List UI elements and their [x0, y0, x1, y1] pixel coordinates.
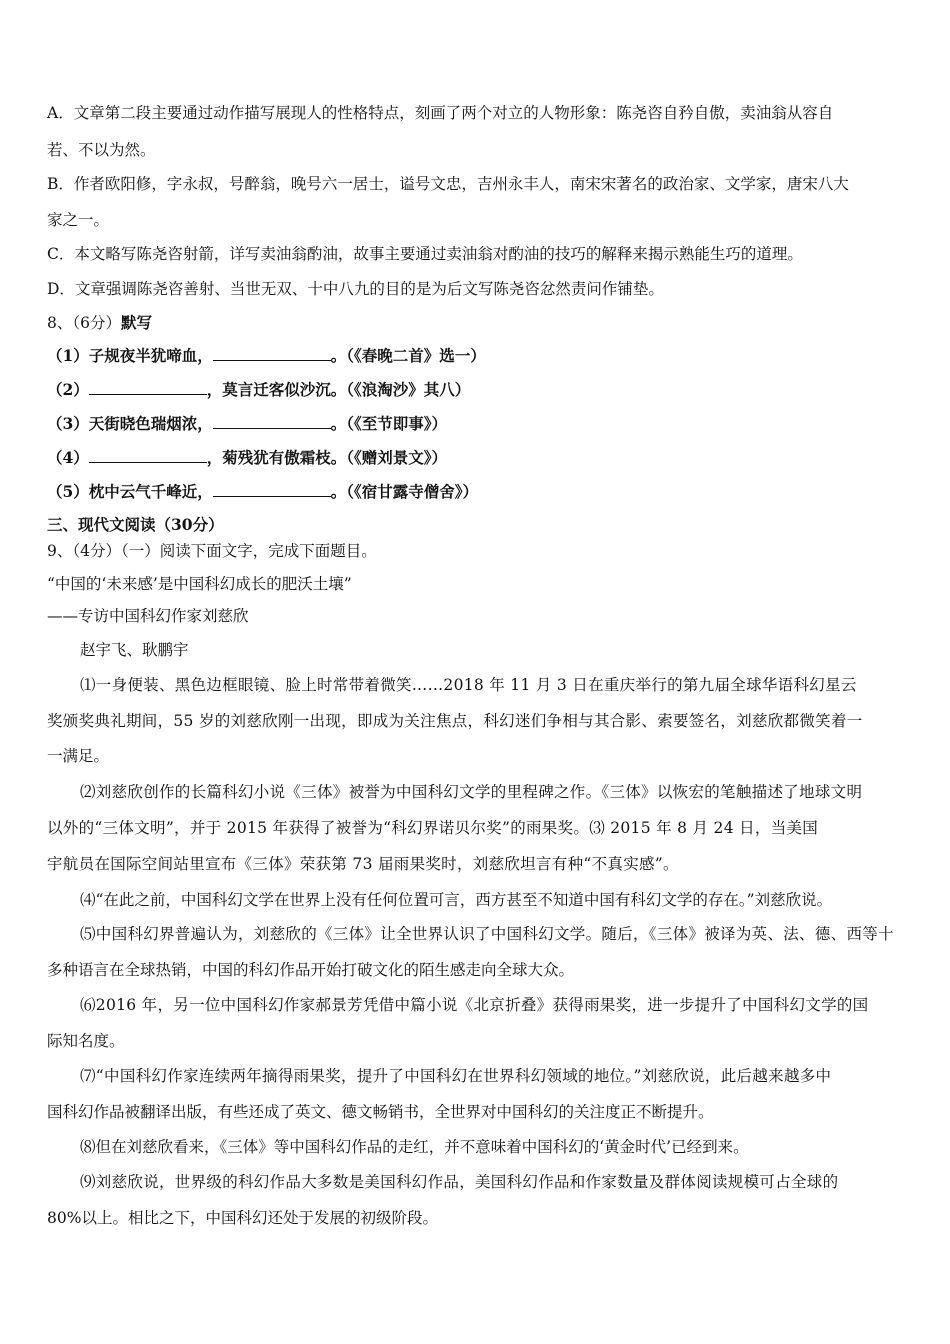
- dictation-item-2-pre: （2）: [47, 380, 89, 399]
- section-3-heading: 三、现代文阅读（30分）: [47, 515, 224, 534]
- dictation-blank-1[interactable]: [213, 346, 331, 361]
- dictation-blank-4[interactable]: [89, 448, 207, 463]
- paragraph-7-line2: 国科幻作品被翻译出版，有些还成了英文、德文畅销书，全世界对中国科幻的关注度正不断提升。: [47, 1103, 714, 1121]
- dictation-item-1: [47, 346, 486, 366]
- dictation-item-1-pre: （1）子规夜半犹啼血，: [47, 346, 213, 365]
- article-authors: 赵宇飞、耿鹏宇: [80, 641, 189, 659]
- option-a-line1: A．文章第二段主要通过动作描写展现人的性格特点，刻画了两个对立的人物形象：陈尧咨自矜自傲，卖油翁从容自: [47, 104, 834, 122]
- paragraph-6-line1: ⑹2016 年，另一位中国科幻作家郝景芳凭借中篇小说《北京折叠》获得雨果奖，进一步提升了中国科幻文学的国: [80, 996, 869, 1014]
- paragraph-2-line1: ⑵刘慈欣创作的长篇科幻小说《三体》被誉为中国科幻文学的里程碑之作。《三体》以恢宏的笔触描述了地球文明: [80, 783, 863, 801]
- paragraph-5-line2: 多种语言在全球热销，中国的科幻作品开始打破文化的陌生感走向全球大众。: [47, 961, 575, 979]
- paragraph-1-line1: ⑴一身便装、黑色边框眼镜、脸上时常带着微笑……2018 年 11 月 3 日在重庆举行的第九届全球华语科幻星云: [80, 676, 857, 694]
- dictation-item-4-post: ，菊残犹有傲霜枝。（《赠刘景文》）: [206, 448, 448, 467]
- option-b-line1: B．作者欧阳修，字永叔，号醉翁，晚号六一居士，谥号文忠，吉州永丰人，南宋宋著名的政治家、文学家，唐宋八大: [47, 175, 849, 193]
- paragraph-2-line3: 宇航员在国际空间站里宣布《三体》荣获第 73 届雨果奖时，刘慈欣坦言有种“不真实感”。: [47, 855, 679, 873]
- article-subtitle: ——专访中国科幻作家刘慈欣: [47, 607, 249, 625]
- dictation-blank-3[interactable]: [213, 414, 331, 429]
- paragraph-8: ⑻但在刘慈欣看来，《三体》等中国科幻作品的走红，并不意味着中国科幻的‘黄金时代’已经到来。: [80, 1138, 749, 1156]
- dictation-item-3-post: 。（《至节即事》）: [330, 414, 448, 433]
- option-b-line2: 家之一。: [47, 211, 110, 229]
- dictation-item-4-pre: （4）: [47, 448, 89, 467]
- paragraph-1-line2: 奖颁奖典礼期间，55 岁的刘慈欣刚一出现，即成为关注焦点，科幻迷们争相与其合影、索要签名，刘慈欣都微笑着一: [47, 712, 863, 730]
- question-8-number: 8、（6分）: [47, 314, 121, 332]
- paragraph-4: ⑷“在此之前，中国科幻文学在世界上没有任何位置可言，西方甚至不知道中国有科幻文学的存在。”刘慈欣说。: [80, 891, 833, 909]
- option-d: D．文章强调陈尧咨善射、当世无双、十中八九的目的是为后文写陈尧咨忿然责问作铺垫。: [47, 280, 664, 298]
- option-c: C．本文略写陈尧咨射箭，详写卖油翁酌油，故事主要通过卖油翁对酌油的技巧的解释来揭示熟能生巧的道理。: [47, 245, 803, 263]
- paragraph-1-line3: 一满足。: [47, 747, 110, 765]
- option-a-line2: 若、不以为然。: [47, 141, 156, 159]
- dictation-item-5-pre: （5）枕中云气千峰近，: [47, 482, 213, 501]
- paragraph-5-line1: ⑸中国科幻界普遍认为，刘慈欣的《三体》让全世界认识了中国科幻文学。随后，《三体》被译为英、法、德、西等十: [80, 925, 894, 943]
- dictation-item-5: [47, 482, 478, 502]
- question-8-heading: [47, 313, 152, 333]
- dictation-item-2: [47, 380, 470, 400]
- dictation-item-5-post: 。（《宿甘露寺僧舍》）: [330, 482, 479, 501]
- dictation-blank-5[interactable]: [213, 482, 331, 497]
- dictation-item-4: [47, 448, 447, 468]
- question-9-heading: 9、（4分）（一）阅读下面文字，完成下面题目。: [47, 542, 377, 560]
- dictation-item-3-pre: （3）天街晓色瑞烟浓，: [47, 414, 213, 433]
- paragraph-2-line2: 以外的“三体文明”，并于 2015 年获得了被誉为“科幻界诺贝尔奖”的雨果奖。⑶ 2015 年 8 月 24 日，当美国: [47, 819, 819, 837]
- paragraph-7-line1: ⑺“中国科幻作家连续两年摘得雨果奖，提升了中国科幻在世界科幻领域的地位。”刘慈欣说，此后越来越多中: [80, 1067, 832, 1085]
- dictation-item-1-post: 。（《春晚二首》选一）: [330, 346, 486, 365]
- dictation-item-2-post: ，莫言迁客似沙沉。（《浪淘沙》其八）: [206, 380, 471, 399]
- dictation-blank-2[interactable]: [89, 380, 207, 395]
- paragraph-9-line1: ⑼刘慈欣说，世界级的科幻作品大多数是美国科幻作品，美国科幻作品和作家数量及群体阅读规模可占全球的: [80, 1173, 839, 1191]
- question-8-type: 默写: [120, 313, 152, 332]
- paragraph-9-line2: 80%以上。相比之下，中国科幻还处于发展的初级阶段。: [47, 1209, 438, 1227]
- paragraph-6-line2: 际知名度。: [47, 1032, 125, 1050]
- dictation-item-3: [47, 414, 447, 434]
- article-title: “中国的‘未来感’是中国科幻成长的肥沃土壤”: [47, 575, 352, 593]
